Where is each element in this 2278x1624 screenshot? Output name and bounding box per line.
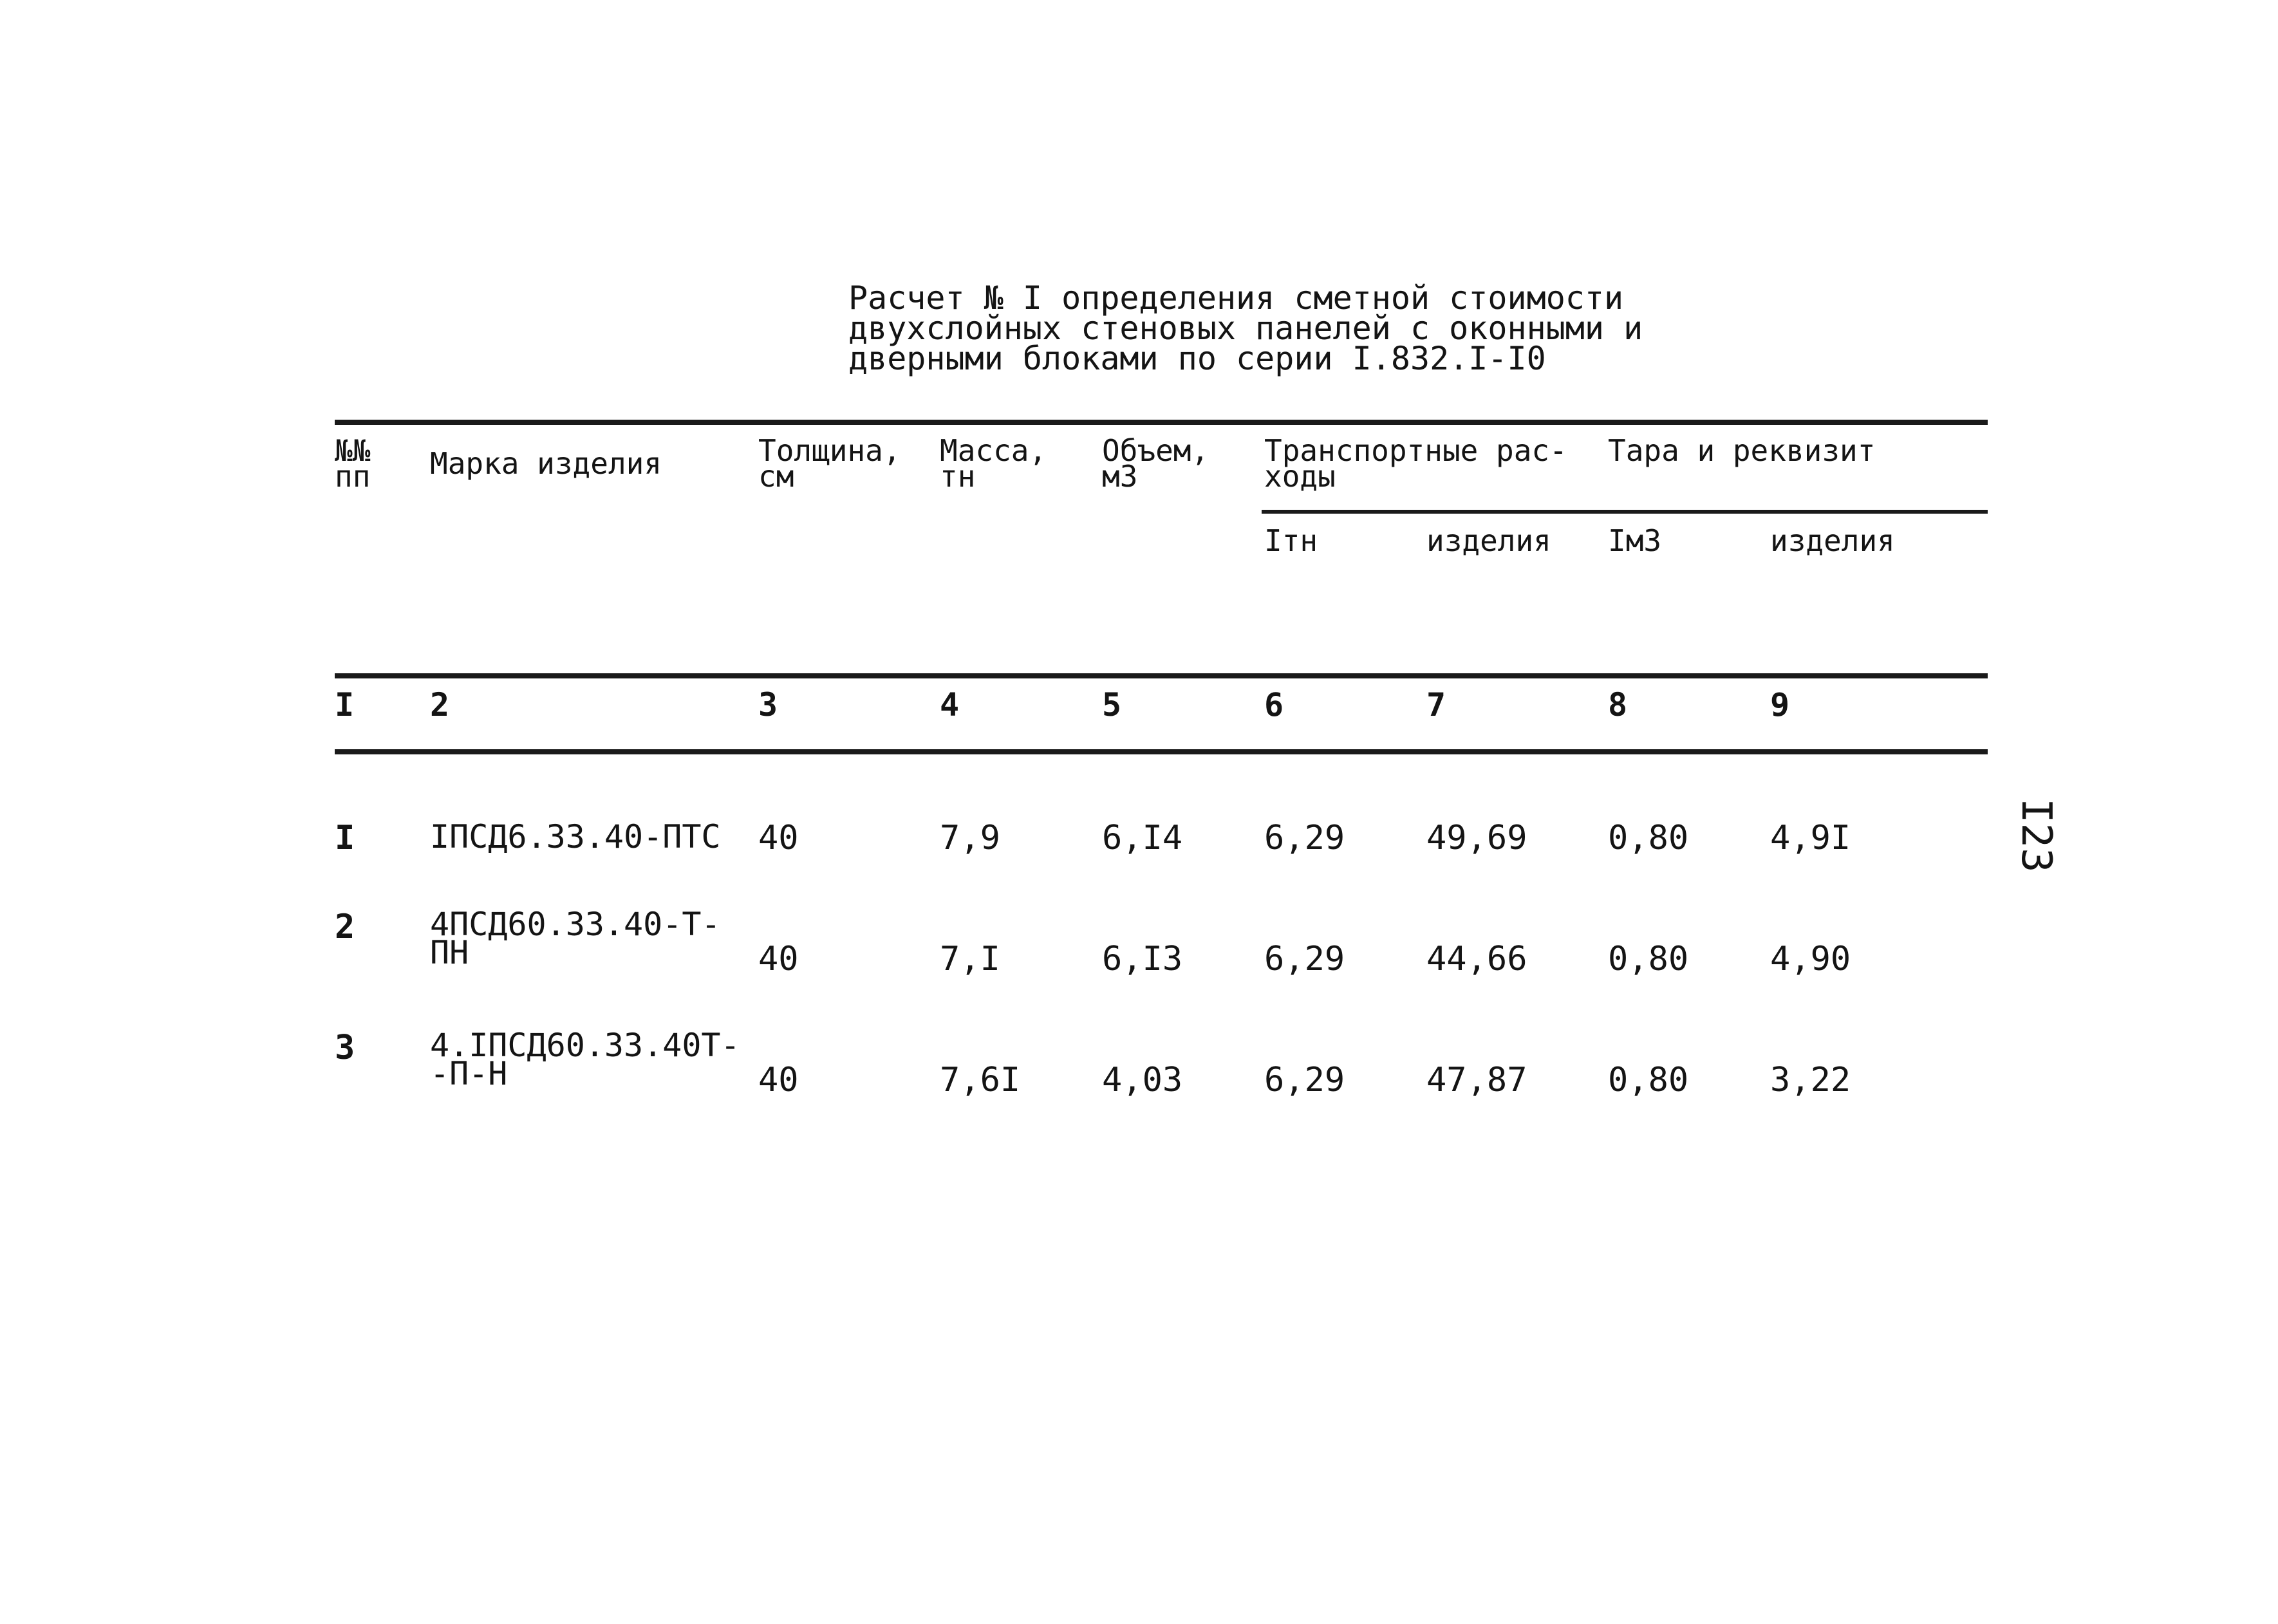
column-number: 3 <box>758 686 778 723</box>
row-thickness: 40 <box>758 1061 799 1099</box>
header-tara: Тара и реквизит <box>1608 433 1876 468</box>
row-num: 3 <box>335 1029 355 1067</box>
column-number: 6 <box>1264 686 1284 723</box>
column-number: 9 <box>1770 686 1790 723</box>
row-tara-item: 3,22 <box>1770 1061 1851 1099</box>
row-mark: 4.IПСД60.33.40Т- -П-Н <box>430 1027 740 1092</box>
title-line: двухслойных стеновых панелей с оконными и <box>848 310 1643 347</box>
row-volume: 6,I3 <box>1102 940 1183 978</box>
row-transport-1t: 6,29 <box>1264 819 1345 857</box>
row-tara-1m3: 0,80 <box>1608 819 1689 857</box>
row-tara-1m3: 0,80 <box>1608 1061 1689 1099</box>
column-numbers-rule <box>335 749 1988 754</box>
column-number: 2 <box>430 686 450 723</box>
subheader-tara-item: изделия <box>1770 523 1895 558</box>
row-tara-1m3: 0,80 <box>1608 940 1689 978</box>
row-volume: 4,03 <box>1102 1061 1183 1099</box>
row-volume: 6,I4 <box>1102 819 1183 857</box>
header-bottom-rule <box>335 673 1988 678</box>
row-num: I <box>335 819 355 857</box>
subheader-transport-1t: Iтн <box>1264 523 1318 558</box>
subheader-tara-1m3: Iм3 <box>1608 523 1662 558</box>
header-thickness: Толщина, см <box>758 433 901 494</box>
row-transport-item: 49,69 <box>1426 819 1527 857</box>
header-mark: Марка изделия <box>430 446 662 481</box>
column-number: 7 <box>1426 686 1446 723</box>
page-number: I23 <box>2012 798 2060 873</box>
row-mass: 7,9 <box>940 819 1000 857</box>
row-transport-1t: 6,29 <box>1264 940 1345 978</box>
header-mass: Масса, тн <box>940 433 1047 494</box>
column-number: 5 <box>1102 686 1122 723</box>
row-thickness: 40 <box>758 940 799 978</box>
title-line: Расчет № I определения сметной стоимости <box>848 279 1624 317</box>
header-num: №№ пп <box>335 433 371 494</box>
header-volume: Объем, м3 <box>1102 433 1209 494</box>
row-mass: 7,I <box>940 940 1000 978</box>
row-transport-item: 44,66 <box>1426 940 1527 978</box>
row-transport-1t: 6,29 <box>1264 1061 1345 1099</box>
column-number: I <box>335 686 355 723</box>
table-top-rule <box>335 420 1988 425</box>
row-thickness: 40 <box>758 819 799 857</box>
row-mass: 7,6I <box>940 1061 1021 1099</box>
row-num: 2 <box>335 908 355 946</box>
header-transport: Транспортные рас- ходы <box>1264 433 1567 494</box>
column-number: 8 <box>1608 686 1628 723</box>
row-mark: IПСД6.33.40-ПТС <box>430 818 721 855</box>
document-title <box>848 279 1643 377</box>
row-tara-item: 4,90 <box>1770 940 1851 978</box>
row-transport-item: 47,87 <box>1426 1061 1527 1099</box>
header-group-rule <box>1262 510 1988 514</box>
column-number: 4 <box>940 686 960 723</box>
row-mark: 4ПСД60.33.40-Т- ПН <box>430 906 721 971</box>
title-line: дверными блоками по серии I.832.I-I0 <box>848 340 1546 377</box>
subheader-transport-item: изделия <box>1426 523 1551 558</box>
row-tara-item: 4,9I <box>1770 819 1851 857</box>
